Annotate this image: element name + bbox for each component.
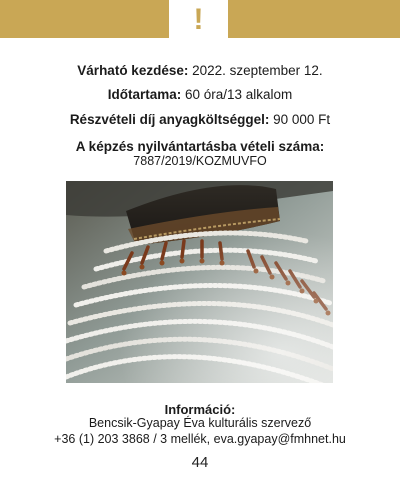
duration-label: Időtartama:: [107, 87, 182, 102]
start-date-label: Várható kezdése:: [77, 63, 189, 78]
header-band-right: [228, 0, 400, 38]
header-band: [0, 0, 400, 42]
header-band-left: [0, 0, 169, 38]
fee-line: [0, 111, 400, 128]
info-title: Információ:: [164, 402, 236, 417]
registry-number: 7887/2019/KOZMUVFO: [133, 154, 267, 168]
duration-line: [0, 86, 400, 103]
fee-value: 90 000 Ft: [269, 112, 331, 127]
registry-label: A képzés nyilvántartásba vételi száma:: [75, 139, 325, 154]
duration-value: 60 óra/13 alkalom: [181, 87, 293, 102]
exclamation-icon: !: [193, 3, 204, 36]
start-date-value: 2022. szeptember 12.: [188, 63, 323, 78]
page-number: 44: [191, 454, 209, 471]
start-date-line: [0, 62, 400, 79]
contact-line: +36 (1) 203 3868 / 3 mellék, eva.gyapay@fmhnet.hu: [54, 432, 346, 446]
contact-name: Bencsik-Gyapay Éva kulturális szervező: [88, 416, 312, 430]
beaded-collar-photo: [66, 181, 333, 383]
fee-label: Részvételi díj anyagköltséggel:: [69, 112, 270, 127]
